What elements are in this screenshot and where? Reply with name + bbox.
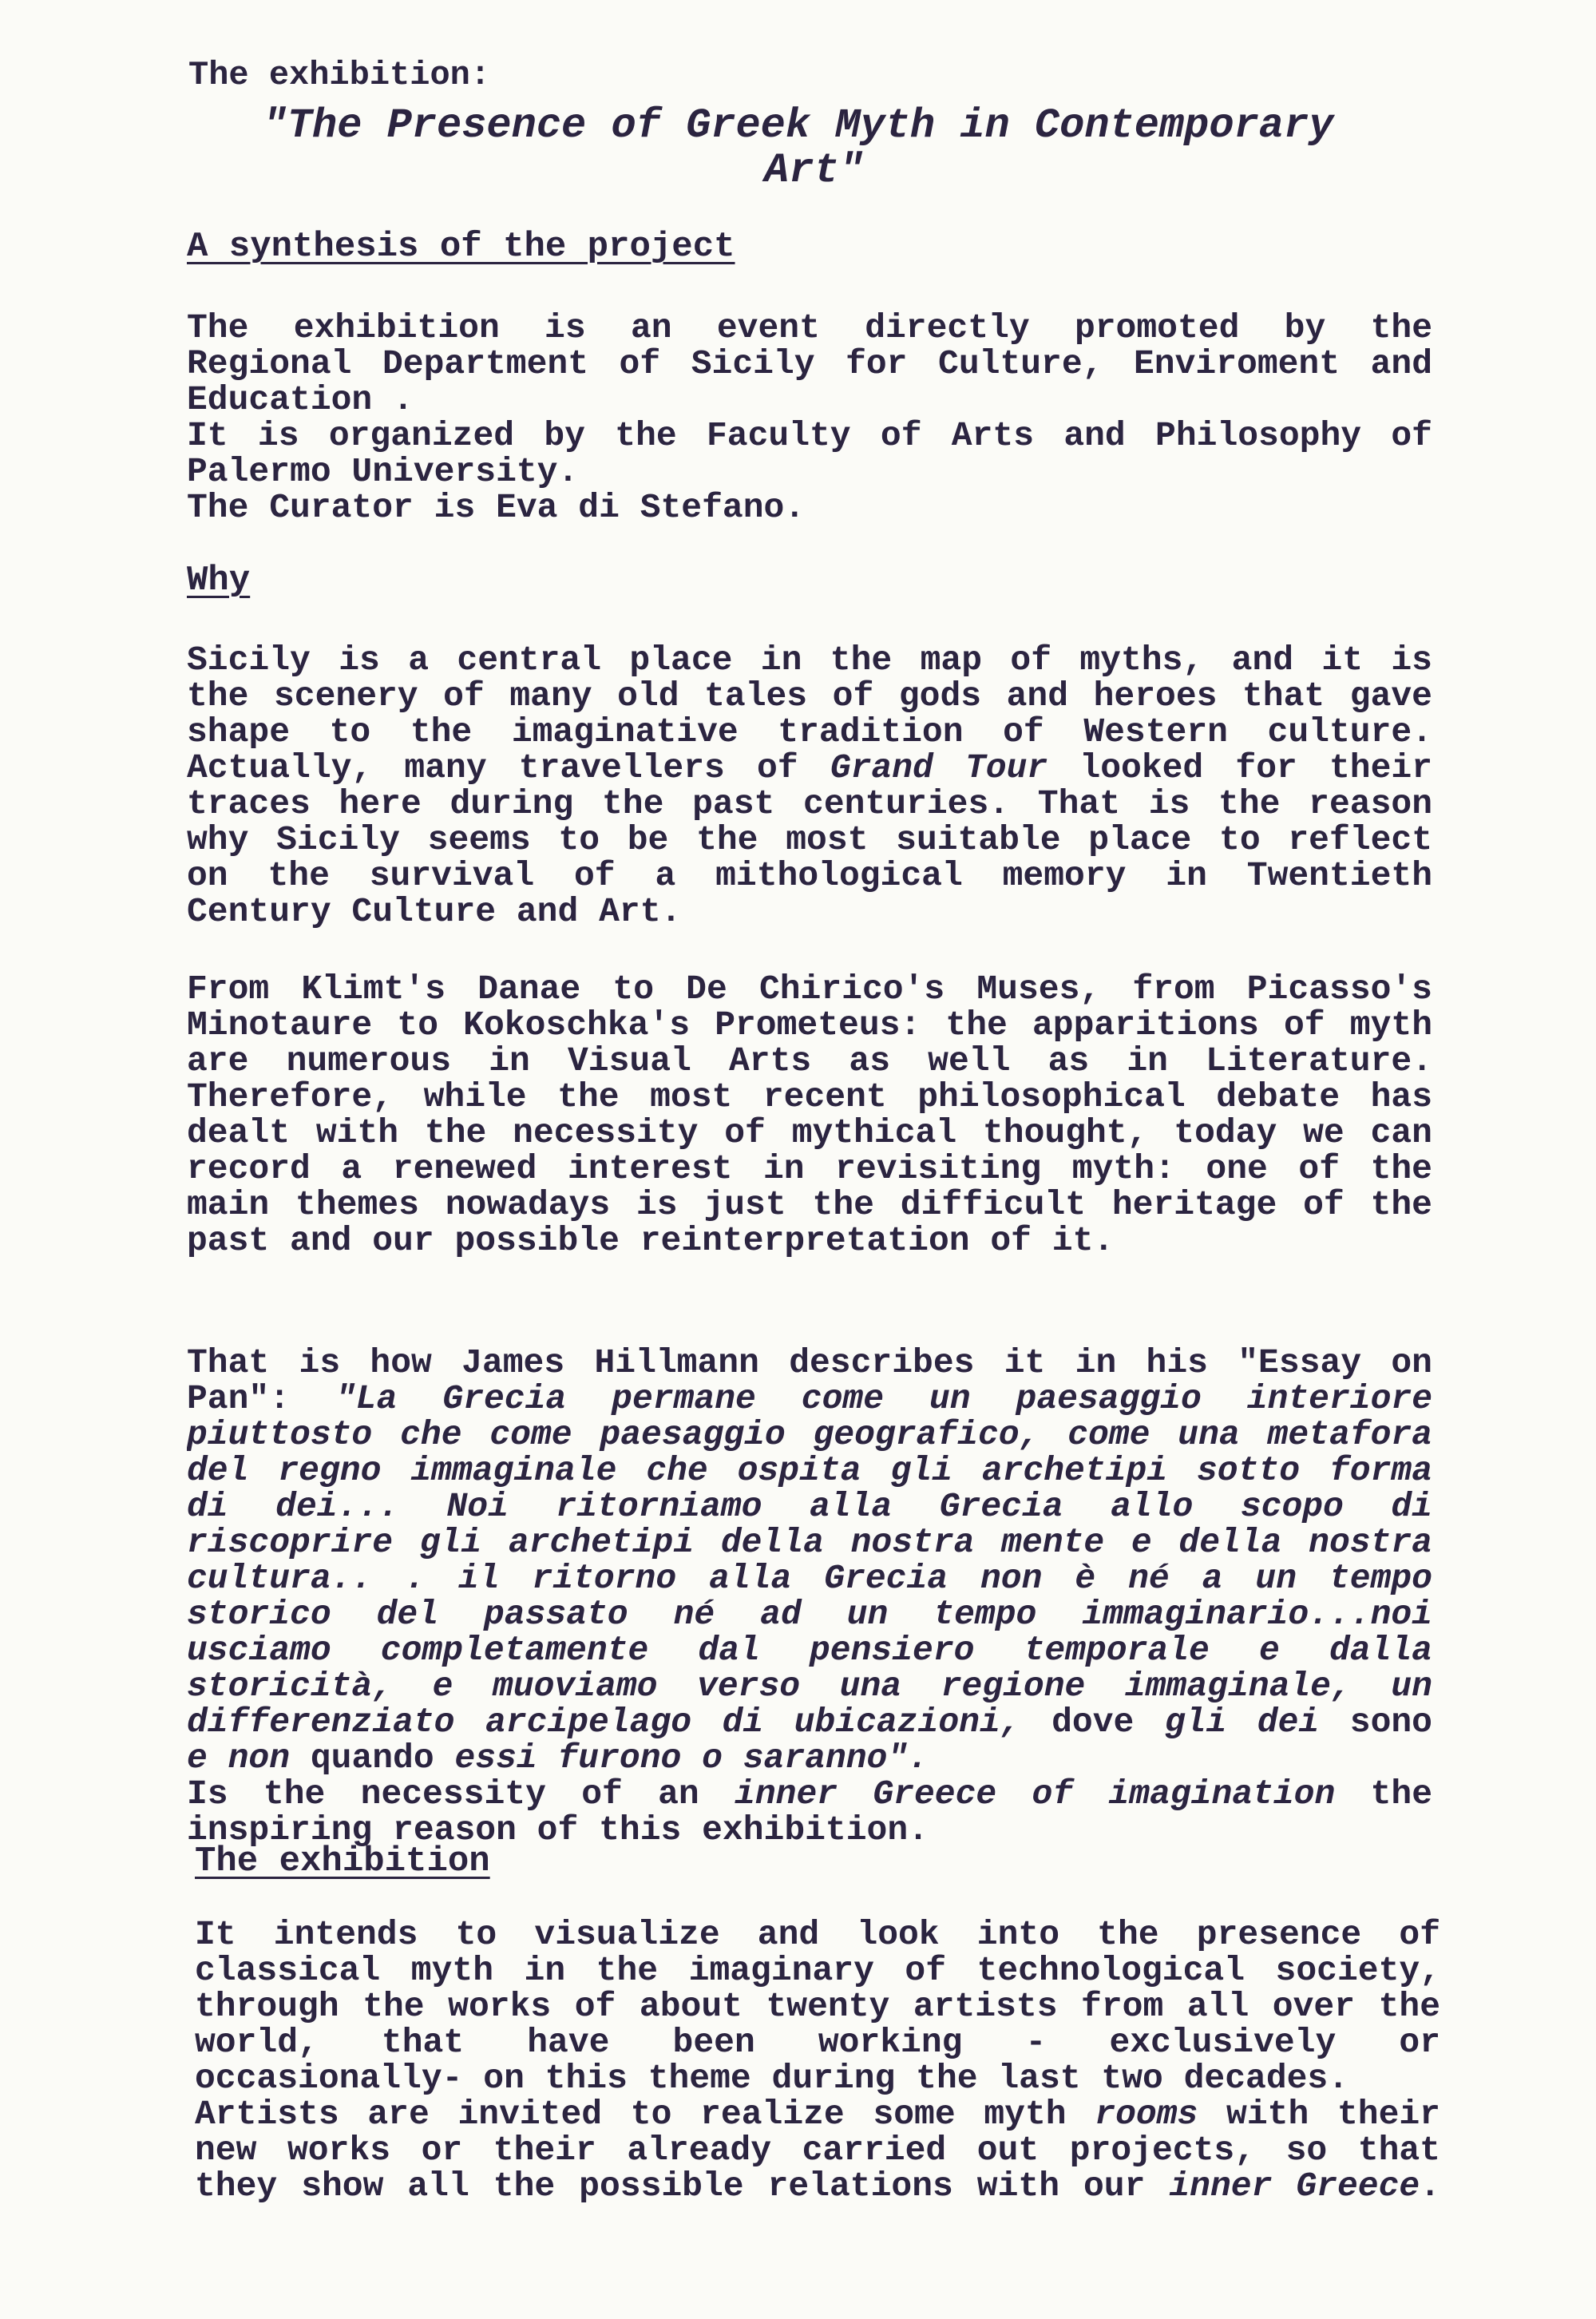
paragraph: [187, 1345, 1432, 1848]
text-run: the scenery of many old tales of gods and heroes that gave: [187, 678, 1432, 714]
text-line: [187, 382, 1432, 418]
text-run: Palermo University.: [187, 452, 579, 491]
text-run: That is how James Hillmann describes it in his "Essay on: [187, 1345, 1432, 1381]
text-line: [187, 1489, 1432, 1524]
text-run: dove: [1020, 1704, 1165, 1740]
text-run: Education .: [187, 380, 414, 419]
text-line: [187, 1704, 1432, 1740]
italic-text-run: gli dei: [1164, 1704, 1320, 1740]
text-line: [187, 1668, 1432, 1704]
text-line: [187, 1417, 1432, 1453]
text-run: record a renewed interest in revisiting myth: one of the: [187, 1151, 1432, 1187]
text-run: new works or their already carried out projects, so that: [195, 2132, 1440, 2168]
italic-text-run: differenziato arcipelago di ubicazioni,: [187, 1704, 1021, 1740]
text-line: [187, 310, 1432, 346]
text-line: [187, 490, 1432, 525]
paragraph: [187, 642, 1432, 930]
text-line: [187, 1345, 1432, 1381]
italic-text-run: cultura.. . il ritorno alla Grecia non è né a un tempo: [187, 1560, 1432, 1596]
text-line: [195, 2060, 1440, 2096]
italic-text-run: Grand Tour: [830, 750, 1048, 786]
text-line: [187, 971, 1432, 1007]
text-line: [187, 454, 1432, 490]
text-line: [187, 1007, 1432, 1043]
text-run: Actually, many travellers of: [187, 750, 830, 786]
text-run: sono: [1319, 1704, 1432, 1740]
text-run: Pan":: [187, 1381, 335, 1417]
italic-text-run: inner Greece: [1169, 2168, 1420, 2204]
italic-text-run: storicità, e muoviamo verso una regione immaginale, un: [187, 1668, 1432, 1704]
paragraph: [195, 1917, 1440, 2204]
paragraph: [187, 971, 1432, 1259]
italic-text-run: "La Grecia permane come un paesaggio interiore: [335, 1381, 1432, 1417]
text-run: .: [1420, 2168, 1440, 2204]
text-run: Century Culture and Art.: [187, 892, 682, 931]
text-run: inspiring reason of this exhibition.: [187, 1810, 929, 1849]
text-run: occasionally- on this theme during the last two decades.: [195, 2059, 1349, 2098]
text-run: with their: [1198, 2096, 1440, 2132]
italic-text-run: di dei... Noi ritorniamo alla Grecia allo scopo di: [187, 1489, 1432, 1524]
section-heading-why: Why: [187, 561, 251, 601]
paragraph: [187, 310, 1432, 525]
text-line: [187, 750, 1432, 786]
text-run: dealt with the necessity of mythical thought, today we can: [187, 1115, 1432, 1151]
text-line: [187, 786, 1432, 822]
italic-text-run: rooms: [1095, 2096, 1198, 2132]
text-line: [187, 1223, 1432, 1259]
italic-text-run: e non: [187, 1738, 291, 1778]
text-run: Minotaure to Kokoschka's Prometeus: the apparitions of myth: [187, 1007, 1432, 1043]
text-line: [187, 1187, 1432, 1223]
italic-text-run: del regno immaginale che ospita gli archetipi sotto forma: [187, 1453, 1432, 1489]
text-run: It intends to visualize and look into the presence of: [195, 1917, 1440, 1952]
text-line: [195, 2168, 1440, 2204]
text-run: the: [1335, 1776, 1432, 1812]
text-run: through the works of about twenty artists from all over the: [195, 1988, 1440, 2024]
text-line: [187, 858, 1432, 894]
text-line: [187, 678, 1432, 714]
text-line: [187, 642, 1432, 678]
italic-text-run: inner Greece of imagination: [735, 1776, 1336, 1812]
text-line: [187, 894, 1432, 930]
text-run: are numerous in Visual Arts as well as in Literature.: [187, 1043, 1432, 1079]
text-run: It is organized by the Faculty of Arts and Philosophy of: [187, 418, 1432, 454]
text-line: [187, 346, 1432, 382]
text-line: [187, 1453, 1432, 1489]
text-run: traces here during the past centuries. That is the reason: [187, 786, 1432, 822]
section-heading-synthesis: A synthesis of the project: [187, 227, 735, 267]
text-line: [187, 1524, 1432, 1560]
text-line: [195, 2096, 1440, 2132]
italic-text-run: riscoprire gli archetipi della nostra mente e della nostra: [187, 1524, 1432, 1560]
text-line: [187, 1115, 1432, 1151]
italic-text-run: essi furono o saranno".: [454, 1738, 929, 1778]
italic-text-run: piuttosto che come paesaggio geografico, come una metafora: [187, 1417, 1432, 1453]
text-line: [195, 2024, 1440, 2060]
text-line: [187, 1560, 1432, 1596]
document-title-line-1: "The Presence of Greek Myth in Contemporary: [262, 102, 1334, 149]
text-line: [187, 1151, 1432, 1187]
text-line: [187, 822, 1432, 858]
text-run: why Sicily seems to be the most suitable place to reflect: [187, 822, 1432, 858]
exhibition-label: The exhibition:: [188, 56, 491, 94]
text-run: Artists are invited to realize some myth: [195, 2096, 1095, 2132]
italic-text-run: storico del passato né ad un tempo immaginario...noi: [187, 1596, 1432, 1632]
text-run: The exhibition is an event directly promoted by the: [187, 310, 1432, 346]
text-run: shape to the imaginative tradition of Western culture.: [187, 714, 1432, 750]
text-line: [187, 714, 1432, 750]
text-run: looked for their: [1047, 750, 1432, 786]
text-run: past and our possible reinterpretation of it.: [187, 1221, 1115, 1260]
section-heading-exhibition: The exhibition: [195, 1841, 490, 1881]
text-run: they show all the possible relations with our: [195, 2168, 1170, 2204]
text-line: [195, 1917, 1440, 1952]
text-run: Is the necessity of an: [187, 1776, 735, 1812]
text-line: [195, 2132, 1440, 2168]
text-line: [195, 1988, 1440, 2024]
text-line: [187, 1596, 1432, 1632]
text-run: Sicily is a central place in the map of myths, and it is: [187, 642, 1432, 678]
text-line: [187, 1776, 1432, 1812]
text-run: From Klimt's Danae to De Chirico's Muses, from Picasso's: [187, 971, 1432, 1007]
text-run: Therefore, while the most recent philosophical debate has: [187, 1079, 1432, 1115]
document-title-line-2: Art": [764, 147, 864, 194]
text-line: [187, 1632, 1432, 1668]
text-line: [187, 1079, 1432, 1115]
text-run: The Curator is Eva di Stefano.: [187, 488, 806, 527]
text-run: quando: [290, 1738, 455, 1778]
text-line: [187, 1381, 1432, 1417]
text-line: [187, 1740, 1432, 1776]
text-run: main themes nowadays is just the difficult heritage of the: [187, 1187, 1432, 1223]
text-run: Regional Department of Sicily for Culture, Enviroment and: [187, 346, 1432, 382]
italic-text-run: usciamo completamente dal pensiero temporale e dalla: [187, 1632, 1432, 1668]
text-line: [187, 418, 1432, 454]
text-line: [195, 1952, 1440, 1988]
text-run: classical myth in the imaginary of technological society,: [195, 1952, 1440, 1988]
text-run: on the survival of a mithological memory in Twentieth: [187, 858, 1432, 894]
text-run: world, that have been working - exclusively or: [195, 2024, 1440, 2060]
text-line: [187, 1043, 1432, 1079]
